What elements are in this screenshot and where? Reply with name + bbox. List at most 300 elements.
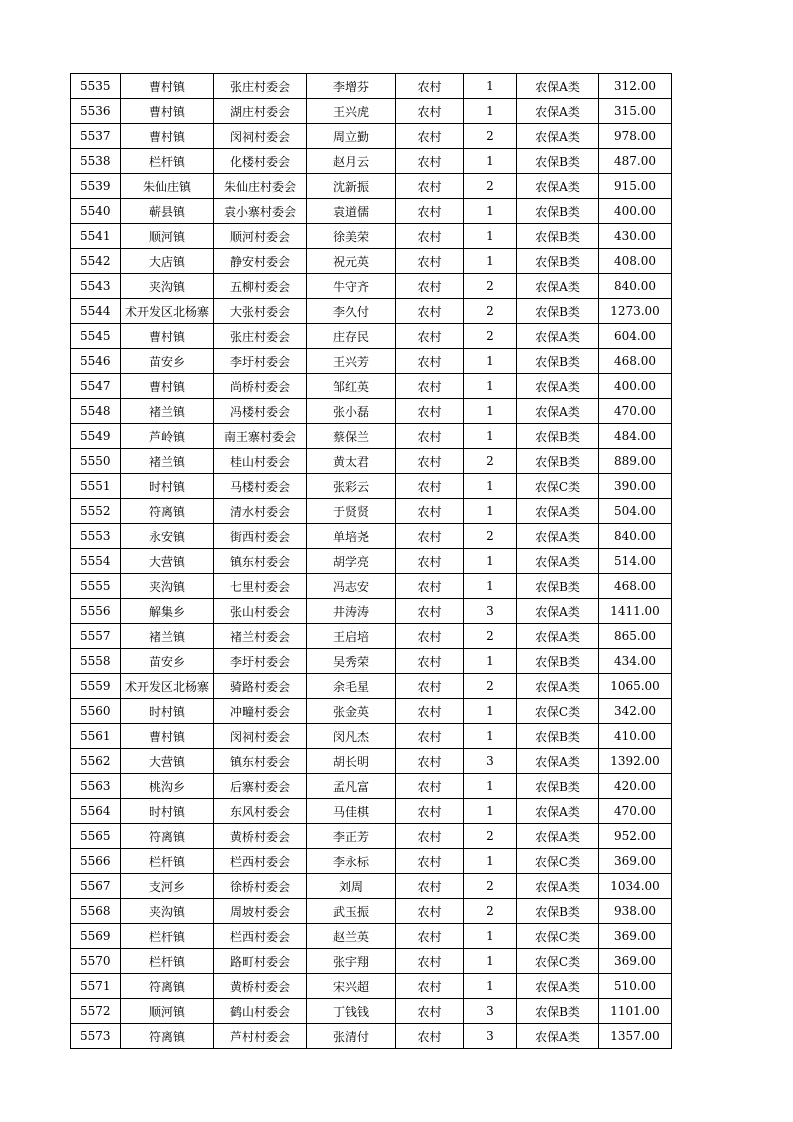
cell-town: 苗安乡 xyxy=(121,649,214,674)
cell-village-committee: 镇东村委会 xyxy=(214,749,307,774)
cell-count: 2 xyxy=(464,874,517,899)
cell-insurance-category: 农保B类 xyxy=(517,299,599,324)
cell-area-type: 农村 xyxy=(396,74,464,99)
cell-town: 曹村镇 xyxy=(121,124,214,149)
table-row xyxy=(71,499,672,524)
cell-count: 2 xyxy=(464,274,517,299)
cell-name: 李增芬 xyxy=(307,74,396,99)
cell-insurance-category: 农保B类 xyxy=(517,899,599,924)
cell-town: 符离镇 xyxy=(121,824,214,849)
table-body xyxy=(71,74,672,1049)
cell-village-committee: 七里村委会 xyxy=(214,574,307,599)
cell-town: 时村镇 xyxy=(121,474,214,499)
cell-insurance-category: 农保B类 xyxy=(517,149,599,174)
cell-amount: 1101.00 xyxy=(599,999,672,1024)
cell-area-type: 农村 xyxy=(396,224,464,249)
cell-insurance-category: 农保B类 xyxy=(517,724,599,749)
cell-name: 宋兴超 xyxy=(307,974,396,999)
cell-row-number: 5543 xyxy=(71,274,121,299)
cell-row-number: 5566 xyxy=(71,849,121,874)
cell-area-type: 农村 xyxy=(396,999,464,1024)
table-row xyxy=(71,924,672,949)
cell-area-type: 农村 xyxy=(396,849,464,874)
cell-village-committee: 马楼村委会 xyxy=(214,474,307,499)
cell-insurance-category: 农保B类 xyxy=(517,649,599,674)
cell-row-number: 5565 xyxy=(71,824,121,849)
table-row xyxy=(71,649,672,674)
cell-amount: 1357.00 xyxy=(599,1024,672,1049)
table-row xyxy=(71,274,672,299)
cell-amount: 1034.00 xyxy=(599,874,672,899)
cell-insurance-category: 农保A类 xyxy=(517,499,599,524)
cell-count: 1 xyxy=(464,224,517,249)
cell-village-committee: 大张村委会 xyxy=(214,299,307,324)
cell-area-type: 农村 xyxy=(396,699,464,724)
cell-row-number: 5552 xyxy=(71,499,121,524)
cell-town: 曹村镇 xyxy=(121,724,214,749)
cell-count: 1 xyxy=(464,474,517,499)
cell-amount: 938.00 xyxy=(599,899,672,924)
cell-count: 1 xyxy=(464,99,517,124)
cell-row-number: 5573 xyxy=(71,1024,121,1049)
cell-amount: 470.00 xyxy=(599,399,672,424)
table-row xyxy=(71,99,672,124)
cell-area-type: 农村 xyxy=(396,249,464,274)
cell-row-number: 5544 xyxy=(71,299,121,324)
cell-count: 1 xyxy=(464,974,517,999)
cell-row-number: 5561 xyxy=(71,724,121,749)
cell-name: 胡学亮 xyxy=(307,549,396,574)
table-row xyxy=(71,1024,672,1049)
cell-area-type: 农村 xyxy=(396,724,464,749)
cell-area-type: 农村 xyxy=(396,549,464,574)
cell-name: 周立勤 xyxy=(307,124,396,149)
cell-amount: 915.00 xyxy=(599,174,672,199)
cell-name: 沈新振 xyxy=(307,174,396,199)
cell-amount: 342.00 xyxy=(599,699,672,724)
cell-town: 芦岭镇 xyxy=(121,424,214,449)
cell-name: 丁钱钱 xyxy=(307,999,396,1024)
table-row xyxy=(71,974,672,999)
cell-town: 苗安乡 xyxy=(121,349,214,374)
cell-row-number: 5551 xyxy=(71,474,121,499)
cell-area-type: 农村 xyxy=(396,624,464,649)
cell-amount: 410.00 xyxy=(599,724,672,749)
cell-amount: 369.00 xyxy=(599,949,672,974)
cell-row-number: 5555 xyxy=(71,574,121,599)
cell-village-committee: 路町村委会 xyxy=(214,949,307,974)
cell-town: 时村镇 xyxy=(121,699,214,724)
cell-amount: 468.00 xyxy=(599,574,672,599)
cell-town: 大店镇 xyxy=(121,249,214,274)
cell-town: 夹沟镇 xyxy=(121,899,214,924)
cell-row-number: 5559 xyxy=(71,674,121,699)
cell-count: 3 xyxy=(464,599,517,624)
cell-amount: 952.00 xyxy=(599,824,672,849)
cell-amount: 470.00 xyxy=(599,799,672,824)
cell-count: 2 xyxy=(464,174,517,199)
cell-area-type: 农村 xyxy=(396,424,464,449)
cell-amount: 369.00 xyxy=(599,849,672,874)
cell-town: 曹村镇 xyxy=(121,324,214,349)
cell-area-type: 农村 xyxy=(396,799,464,824)
cell-row-number: 5542 xyxy=(71,249,121,274)
cell-village-committee: 栏西村委会 xyxy=(214,924,307,949)
cell-name: 邹红英 xyxy=(307,374,396,399)
cell-amount: 514.00 xyxy=(599,549,672,574)
cell-count: 2 xyxy=(464,674,517,699)
cell-town: 永安镇 xyxy=(121,524,214,549)
cell-town: 曹村镇 xyxy=(121,374,214,399)
cell-village-committee: 清水村委会 xyxy=(214,499,307,524)
cell-row-number: 5568 xyxy=(71,899,121,924)
cell-insurance-category: 农保A类 xyxy=(517,524,599,549)
cell-amount: 889.00 xyxy=(599,449,672,474)
cell-area-type: 农村 xyxy=(396,149,464,174)
cell-name: 赵月云 xyxy=(307,149,396,174)
cell-name: 张宇翔 xyxy=(307,949,396,974)
cell-row-number: 5567 xyxy=(71,874,121,899)
cell-village-committee: 化楼村委会 xyxy=(214,149,307,174)
cell-town: 术开发区北杨寨 xyxy=(121,674,214,699)
cell-town: 曹村镇 xyxy=(121,74,214,99)
cell-area-type: 农村 xyxy=(396,524,464,549)
table-row xyxy=(71,724,672,749)
cell-insurance-category: 农保C类 xyxy=(517,474,599,499)
cell-town: 顺河镇 xyxy=(121,999,214,1024)
cell-row-number: 5538 xyxy=(71,149,121,174)
cell-area-type: 农村 xyxy=(396,449,464,474)
cell-town: 栏杆镇 xyxy=(121,149,214,174)
cell-name: 吴秀荣 xyxy=(307,649,396,674)
cell-area-type: 农村 xyxy=(396,124,464,149)
cell-area-type: 农村 xyxy=(396,949,464,974)
cell-name: 李久付 xyxy=(307,299,396,324)
cell-count: 1 xyxy=(464,849,517,874)
table-row xyxy=(71,124,672,149)
cell-insurance-category: 农保A类 xyxy=(517,549,599,574)
cell-count: 2 xyxy=(464,324,517,349)
cell-row-number: 5572 xyxy=(71,999,121,1024)
cell-amount: 1273.00 xyxy=(599,299,672,324)
cell-village-committee: 后寨村委会 xyxy=(214,774,307,799)
cell-village-committee: 湖庄村委会 xyxy=(214,99,307,124)
cell-town: 栏杆镇 xyxy=(121,949,214,974)
cell-insurance-category: 农保A类 xyxy=(517,799,599,824)
cell-insurance-category: 农保A类 xyxy=(517,824,599,849)
cell-amount: 504.00 xyxy=(599,499,672,524)
cell-row-number: 5537 xyxy=(71,124,121,149)
cell-amount: 434.00 xyxy=(599,649,672,674)
cell-name: 孟凡富 xyxy=(307,774,396,799)
cell-town: 夹沟镇 xyxy=(121,574,214,599)
cell-count: 1 xyxy=(464,574,517,599)
cell-amount: 420.00 xyxy=(599,774,672,799)
cell-village-committee: 五柳村委会 xyxy=(214,274,307,299)
cell-village-committee: 褚兰村委会 xyxy=(214,624,307,649)
table-row xyxy=(71,849,672,874)
cell-village-committee: 张庄村委会 xyxy=(214,74,307,99)
cell-amount: 865.00 xyxy=(599,624,672,649)
cell-name: 李永标 xyxy=(307,849,396,874)
cell-amount: 978.00 xyxy=(599,124,672,149)
cell-town: 栏杆镇 xyxy=(121,849,214,874)
cell-name: 胡长明 xyxy=(307,749,396,774)
cell-insurance-category: 农保C类 xyxy=(517,949,599,974)
cell-insurance-category: 农保A类 xyxy=(517,99,599,124)
cell-amount: 1065.00 xyxy=(599,674,672,699)
table-row xyxy=(71,249,672,274)
cell-name: 袁道儒 xyxy=(307,199,396,224)
table-row xyxy=(71,199,672,224)
cell-village-committee: 张山村委会 xyxy=(214,599,307,624)
cell-amount: 312.00 xyxy=(599,74,672,99)
cell-count: 1 xyxy=(464,724,517,749)
cell-village-committee: 李圩村委会 xyxy=(214,349,307,374)
cell-insurance-category: 农保B类 xyxy=(517,774,599,799)
cell-count: 3 xyxy=(464,749,517,774)
table-row xyxy=(71,599,672,624)
table-row xyxy=(71,749,672,774)
cell-count: 1 xyxy=(464,799,517,824)
cell-town: 曹村镇 xyxy=(121,99,214,124)
cell-name: 赵兰英 xyxy=(307,924,396,949)
cell-row-number: 5556 xyxy=(71,599,121,624)
cell-amount: 840.00 xyxy=(599,274,672,299)
cell-row-number: 5547 xyxy=(71,374,121,399)
cell-town: 朱仙庄镇 xyxy=(121,174,214,199)
cell-row-number: 5540 xyxy=(71,199,121,224)
cell-insurance-category: 农保A类 xyxy=(517,399,599,424)
cell-count: 2 xyxy=(464,299,517,324)
cell-amount: 408.00 xyxy=(599,249,672,274)
cell-count: 3 xyxy=(464,999,517,1024)
cell-name: 于贤贤 xyxy=(307,499,396,524)
cell-count: 1 xyxy=(464,549,517,574)
cell-row-number: 5546 xyxy=(71,349,121,374)
cell-row-number: 5571 xyxy=(71,974,121,999)
cell-count: 2 xyxy=(464,124,517,149)
cell-insurance-category: 农保A类 xyxy=(517,749,599,774)
cell-area-type: 农村 xyxy=(396,499,464,524)
table-row xyxy=(71,824,672,849)
table-row xyxy=(71,899,672,924)
cell-town: 解集乡 xyxy=(121,599,214,624)
cell-insurance-category: 农保B类 xyxy=(517,999,599,1024)
cell-village-committee: 静安村委会 xyxy=(214,249,307,274)
cell-amount: 369.00 xyxy=(599,924,672,949)
cell-amount: 604.00 xyxy=(599,324,672,349)
cell-insurance-category: 农保B类 xyxy=(517,574,599,599)
cell-town: 大营镇 xyxy=(121,549,214,574)
cell-town: 夹沟镇 xyxy=(121,274,214,299)
cell-amount: 400.00 xyxy=(599,199,672,224)
cell-area-type: 农村 xyxy=(396,474,464,499)
cell-village-committee: 黄桥村委会 xyxy=(214,824,307,849)
cell-insurance-category: 农保B类 xyxy=(517,449,599,474)
table-row xyxy=(71,699,672,724)
cell-town: 符离镇 xyxy=(121,974,214,999)
cell-town: 蕲县镇 xyxy=(121,199,214,224)
cell-area-type: 农村 xyxy=(396,299,464,324)
cell-village-committee: 冯楼村委会 xyxy=(214,399,307,424)
cell-village-committee: 尚桥村委会 xyxy=(214,374,307,399)
cell-row-number: 5548 xyxy=(71,399,121,424)
cell-town: 栏杆镇 xyxy=(121,924,214,949)
cell-name: 蔡保兰 xyxy=(307,424,396,449)
table-row xyxy=(71,999,672,1024)
cell-name: 张小磊 xyxy=(307,399,396,424)
cell-town: 顺河镇 xyxy=(121,224,214,249)
cell-name: 张清付 xyxy=(307,1024,396,1049)
cell-row-number: 5557 xyxy=(71,624,121,649)
table-row xyxy=(71,524,672,549)
cell-row-number: 5560 xyxy=(71,699,121,724)
cell-town: 符离镇 xyxy=(121,499,214,524)
cell-village-committee: 鹤山村委会 xyxy=(214,999,307,1024)
cell-insurance-category: 农保C类 xyxy=(517,924,599,949)
cell-count: 2 xyxy=(464,624,517,649)
table-row xyxy=(71,574,672,599)
table-row xyxy=(71,74,672,99)
cell-village-committee: 周坡村委会 xyxy=(214,899,307,924)
cell-insurance-category: 农保A类 xyxy=(517,599,599,624)
table-row xyxy=(71,349,672,374)
cell-area-type: 农村 xyxy=(396,374,464,399)
table-row xyxy=(71,374,672,399)
cell-amount: 468.00 xyxy=(599,349,672,374)
cell-village-committee: 闵祠村委会 xyxy=(214,724,307,749)
cell-row-number: 5553 xyxy=(71,524,121,549)
cell-amount: 487.00 xyxy=(599,149,672,174)
cell-insurance-category: 农保A类 xyxy=(517,324,599,349)
cell-insurance-category: 农保B类 xyxy=(517,249,599,274)
cell-name: 牛守齐 xyxy=(307,274,396,299)
cell-amount: 430.00 xyxy=(599,224,672,249)
cell-town: 支河乡 xyxy=(121,874,214,899)
cell-amount: 1411.00 xyxy=(599,599,672,624)
cell-row-number: 5564 xyxy=(71,799,121,824)
cell-count: 1 xyxy=(464,399,517,424)
cell-area-type: 农村 xyxy=(396,824,464,849)
cell-area-type: 农村 xyxy=(396,1024,464,1049)
table-row xyxy=(71,799,672,824)
cell-count: 1 xyxy=(464,199,517,224)
cell-town: 时村镇 xyxy=(121,799,214,824)
cell-village-committee: 桂山村委会 xyxy=(214,449,307,474)
cell-insurance-category: 农保A类 xyxy=(517,174,599,199)
cell-insurance-category: 农保A类 xyxy=(517,974,599,999)
cell-amount: 390.00 xyxy=(599,474,672,499)
cell-village-committee: 栏西村委会 xyxy=(214,849,307,874)
cell-row-number: 5545 xyxy=(71,324,121,349)
cell-village-committee: 袁小寨村委会 xyxy=(214,199,307,224)
table-row xyxy=(71,474,672,499)
cell-amount: 315.00 xyxy=(599,99,672,124)
cell-row-number: 5535 xyxy=(71,74,121,99)
cell-name: 王启培 xyxy=(307,624,396,649)
cell-insurance-category: 农保A类 xyxy=(517,274,599,299)
cell-insurance-category: 农保C类 xyxy=(517,849,599,874)
cell-area-type: 农村 xyxy=(396,899,464,924)
cell-count: 2 xyxy=(464,524,517,549)
cell-village-committee: 东风村委会 xyxy=(214,799,307,824)
cell-insurance-category: 农保B类 xyxy=(517,424,599,449)
cell-area-type: 农村 xyxy=(396,774,464,799)
cell-village-committee: 镇东村委会 xyxy=(214,549,307,574)
cell-village-committee: 南王寨村委会 xyxy=(214,424,307,449)
cell-amount: 484.00 xyxy=(599,424,672,449)
cell-count: 1 xyxy=(464,924,517,949)
cell-village-committee: 骑路村委会 xyxy=(214,674,307,699)
table-row xyxy=(71,549,672,574)
cell-town: 褚兰镇 xyxy=(121,449,214,474)
cell-village-committee: 徐桥村委会 xyxy=(214,874,307,899)
table-row xyxy=(71,424,672,449)
cell-amount: 400.00 xyxy=(599,374,672,399)
cell-insurance-category: 农保C类 xyxy=(517,699,599,724)
cell-name: 徐美荣 xyxy=(307,224,396,249)
cell-village-committee: 黄桥村委会 xyxy=(214,974,307,999)
cell-count: 1 xyxy=(464,249,517,274)
cell-count: 1 xyxy=(464,374,517,399)
cell-name: 祝元英 xyxy=(307,249,396,274)
cell-count: 1 xyxy=(464,349,517,374)
cell-town: 符离镇 xyxy=(121,1024,214,1049)
cell-insurance-category: 农保A类 xyxy=(517,124,599,149)
cell-count: 2 xyxy=(464,824,517,849)
cell-area-type: 农村 xyxy=(396,924,464,949)
cell-insurance-category: 农保B类 xyxy=(517,349,599,374)
table-row xyxy=(71,299,672,324)
cell-insurance-category: 农保A类 xyxy=(517,74,599,99)
cell-name: 闵凡杰 xyxy=(307,724,396,749)
cell-count: 2 xyxy=(464,899,517,924)
cell-village-committee: 顺河村委会 xyxy=(214,224,307,249)
cell-name: 武玉振 xyxy=(307,899,396,924)
cell-area-type: 农村 xyxy=(396,174,464,199)
table-row xyxy=(71,324,672,349)
cell-count: 1 xyxy=(464,424,517,449)
cell-row-number: 5554 xyxy=(71,549,121,574)
cell-name: 单培尧 xyxy=(307,524,396,549)
cell-name: 李正芳 xyxy=(307,824,396,849)
cell-name: 马佳棋 xyxy=(307,799,396,824)
cell-count: 1 xyxy=(464,74,517,99)
cell-insurance-category: 农保A类 xyxy=(517,874,599,899)
cell-amount: 1392.00 xyxy=(599,749,672,774)
table-row xyxy=(71,149,672,174)
cell-amount: 510.00 xyxy=(599,974,672,999)
cell-area-type: 农村 xyxy=(396,99,464,124)
cell-town: 大营镇 xyxy=(121,749,214,774)
cell-area-type: 农村 xyxy=(396,649,464,674)
cell-village-committee: 芦村村委会 xyxy=(214,1024,307,1049)
table-row xyxy=(71,949,672,974)
cell-insurance-category: 农保A类 xyxy=(517,374,599,399)
cell-area-type: 农村 xyxy=(396,674,464,699)
cell-row-number: 5536 xyxy=(71,99,121,124)
cell-village-committee: 张庄村委会 xyxy=(214,324,307,349)
cell-town: 褚兰镇 xyxy=(121,624,214,649)
cell-insurance-category: 农保B类 xyxy=(517,199,599,224)
cell-insurance-category: 农保B类 xyxy=(517,224,599,249)
cell-row-number: 5569 xyxy=(71,924,121,949)
cell-count: 2 xyxy=(464,449,517,474)
cell-name: 张彩云 xyxy=(307,474,396,499)
cell-count: 1 xyxy=(464,774,517,799)
cell-count: 1 xyxy=(464,949,517,974)
